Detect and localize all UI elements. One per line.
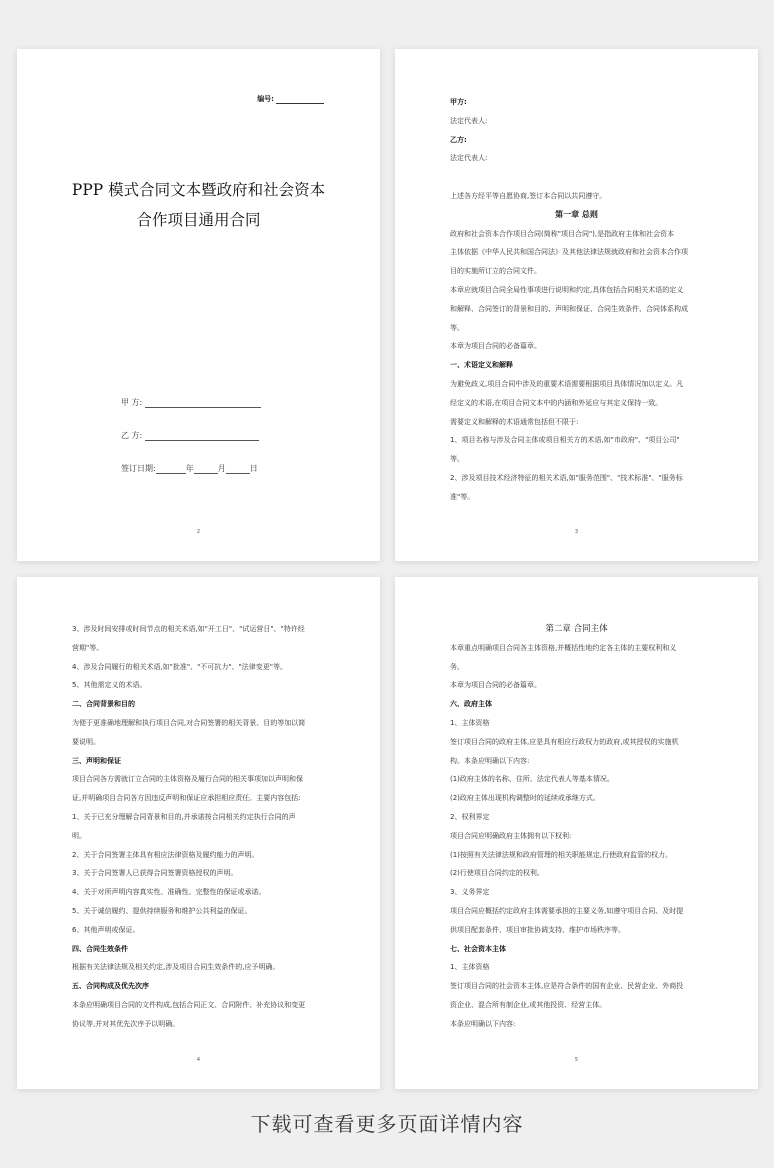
section-heading: 六、政府主体: [450, 700, 492, 709]
text-line: 供项目配套条件、项目审批协调支持、维护市场秩序等。: [450, 925, 625, 934]
text-line: (1)政府主体的名称、住所、法定代表人等基本情况。: [450, 775, 614, 784]
text-line: 3、涉及时间安排或时间节点的相关术语,如"开工日"、"试运营日"、"特许经: [72, 625, 305, 633]
section-heading: 五、合同构成及优先次序: [72, 982, 149, 991]
serial-number: [257, 94, 324, 104]
page-4: [17, 577, 380, 1089]
text-line: 为便于更准确地理解和执行项目合同,对合同签署的相关背景、目的等加以简: [72, 718, 306, 727]
month-blank: [194, 465, 218, 474]
text-line: 2、权利界定: [450, 812, 490, 821]
page-number: 2: [196, 529, 201, 535]
text-line: 4、涉及合同履行的相关术语,如"批准"、"不可抗力"、"法律变更"等。: [72, 662, 287, 671]
text-line: 构。本条应明确以下内容:: [450, 756, 530, 765]
text-line: 项目合同应概括约定政府主体需要承担的主要义务,如遵守项目合同、及时提: [450, 906, 684, 915]
text-line: 营期"等。: [72, 643, 104, 652]
text-line: 目的实施所订立的合同文件。: [450, 267, 541, 276]
text-line: 2、关于合同签署主体具有相应法律资格及履约能力的声明。: [72, 850, 259, 859]
text-line: 经定义的术语,在项目合同文本中的内涵和外延应与其定义保持一致。: [450, 398, 663, 407]
contract-title: [17, 175, 380, 235]
text-line: 等。: [450, 455, 464, 464]
text-line: 5、关于诚信履约、提供持续服务和维护公共利益的保证。: [72, 906, 252, 915]
text-line: 3、义务界定: [450, 888, 490, 897]
text-line: 4、关于对所声明内容真实性、准确性、完整性的保证或承诺。: [72, 888, 266, 897]
text-line: 主体依据《中华人民共和国合同法》及其他法律法规就政府和社会资本合作项: [450, 248, 688, 257]
section-heading: 七、社会资本主体: [450, 944, 506, 953]
page-number: 3: [574, 529, 579, 535]
text-line: 1、项目名称与涉及合同主体或项目相关方的术语,如"市政府"、"项目公司": [450, 436, 680, 445]
page-number: 5: [574, 1057, 579, 1063]
text-line: 本章为项目合同的必备篇章。: [450, 681, 541, 690]
text-line: (2)行使项目合同约定的权利。: [450, 869, 544, 878]
page-5: [395, 577, 758, 1089]
party-b-line: [121, 430, 259, 441]
month-label: 月: [217, 464, 226, 473]
text-line: 证,并明确项目合同各方因违反声明和保证应承担相应责任。主要内容包括:: [72, 794, 301, 803]
serial-blank: [276, 96, 324, 104]
text-line: 2、涉及项目技术经济特征的相关术语,如"服务范围"、"技术标准"、"服务标: [450, 473, 683, 482]
text-line: 准"等。: [450, 492, 475, 501]
text-line: (2)政府主体出现机构调整时的延续或承继方式。: [450, 794, 600, 803]
text-line: 等。: [450, 323, 464, 332]
party-a-line: [121, 397, 261, 408]
text-line: 6、其他声明或保证。: [72, 925, 140, 934]
text-line: (1)按照有关法律法规和政府管理的相关职能规定,行使政府监管的权力。: [450, 850, 673, 859]
date-label: 签订日期:: [121, 464, 156, 473]
page-4-body: [72, 620, 325, 1034]
text-line: 根据有关法律法规及相关约定,涉及项目合同生效条件的,应予明确。: [72, 963, 280, 972]
page-number: 4: [196, 1057, 201, 1063]
text-line: 项目合同各方需就订立合同的主体资格及履行合同的相关事项加以声明和保: [72, 775, 303, 784]
chapter-heading: 第二章 合同主体: [545, 624, 608, 634]
cover-page: [17, 49, 380, 561]
page-5-body: [450, 620, 703, 1034]
section-heading: 一、术语定义和解释: [450, 361, 513, 370]
title-line-1: PPP 模式合同文本暨政府和社会资本: [71, 181, 326, 199]
text-line: 本章应就项目合同全局性事项进行说明和约定,具体包括合同相关术语的定义: [450, 285, 684, 294]
text-line: 协议等,并对其优先次序予以明确。: [72, 1019, 180, 1028]
page-3: [395, 49, 758, 561]
title-line-2: 合作项目通用合同: [136, 211, 261, 229]
text-line: 5、其他需定义的术语。: [72, 681, 147, 690]
day-label: 日: [249, 464, 258, 473]
text-line: 1、主体资格: [450, 718, 490, 727]
text-line: 为避免歧义,项目合同中涉及的重要术语需要根据项目具体情况加以定义。凡: [450, 379, 684, 388]
text-line: 1、关于已充分理解合同背景和目的,并承诺按合同相关约定执行合同的声: [72, 812, 296, 821]
text-line: 本条应明确项目合同的文件构成,包括合同正文、合同附件、补充协议和变更: [72, 1000, 306, 1009]
signing-date-line: [121, 463, 258, 474]
day-blank: [226, 465, 250, 474]
text-line: 法定代表人:: [450, 154, 488, 163]
text-line: 务。: [450, 662, 464, 671]
text-line: 明。: [72, 831, 86, 840]
party-b-blank: [145, 432, 259, 441]
section-heading: 甲方:: [450, 98, 467, 106]
text-line: 政府和社会资本合作项目合同(简称"项目合同"),是指政府主体和社会资本: [450, 229, 675, 238]
text-line: [450, 168, 703, 187]
year-blank: [156, 465, 186, 474]
page-3-body: [450, 93, 703, 507]
text-line: 资企业、混合所有制企业,或其他投资、经营主体。: [450, 1000, 607, 1009]
party-b-label: 乙 方:: [121, 431, 143, 440]
party-a-label: 甲 方:: [121, 398, 143, 407]
text-line: 要说明。: [72, 737, 100, 746]
text-line: 签订项目合同的政府主体,应是具有相应行政权力的政府,或其授权的实施机: [450, 737, 679, 746]
section-heading: 二、合同背景和目的: [72, 700, 135, 709]
section-heading: 乙方:: [450, 135, 467, 144]
chapter-heading: 第一章 总则: [555, 209, 598, 219]
text-line: 3、关于合同签署人已获得合同签署资格授权的声明。: [72, 869, 238, 878]
section-heading: 四、合同生效条件: [72, 944, 128, 953]
text-line: 签订项目合同的社会资本主体,应是符合条件的国有企业、民营企业、外商投: [450, 982, 684, 991]
party-a-blank: [145, 399, 261, 408]
text-line: 1、主体资格: [450, 963, 490, 972]
text-line: 法定代表人:: [450, 116, 488, 125]
serial-label: 编号:: [257, 95, 274, 103]
text-line: 上述各方经平等自愿协商,签订本合同以共同遵守。: [450, 191, 607, 200]
year-label: 年: [185, 464, 194, 473]
text-line: 项目合同应明确政府主体拥有以下权利:: [450, 831, 572, 840]
section-heading: 三、声明和保证: [72, 756, 121, 765]
text-line: 本条应明确以下内容:: [450, 1019, 516, 1028]
text-line: 和解释、合同签订的背景和目的、声明和保证、合同生效条件、合同体系构成: [450, 304, 688, 313]
text-line: 需要定义和解释的术语通常包括但不限于:: [450, 417, 579, 426]
download-more-note: 下载可查看更多页面详情内容: [250, 1112, 524, 1136]
text-line: 本章重点明确项目合同各主体资格,并概括性地约定各主体的主要权利和义: [450, 643, 677, 652]
text-line: 本章为项目合同的必备篇章。: [450, 342, 541, 351]
